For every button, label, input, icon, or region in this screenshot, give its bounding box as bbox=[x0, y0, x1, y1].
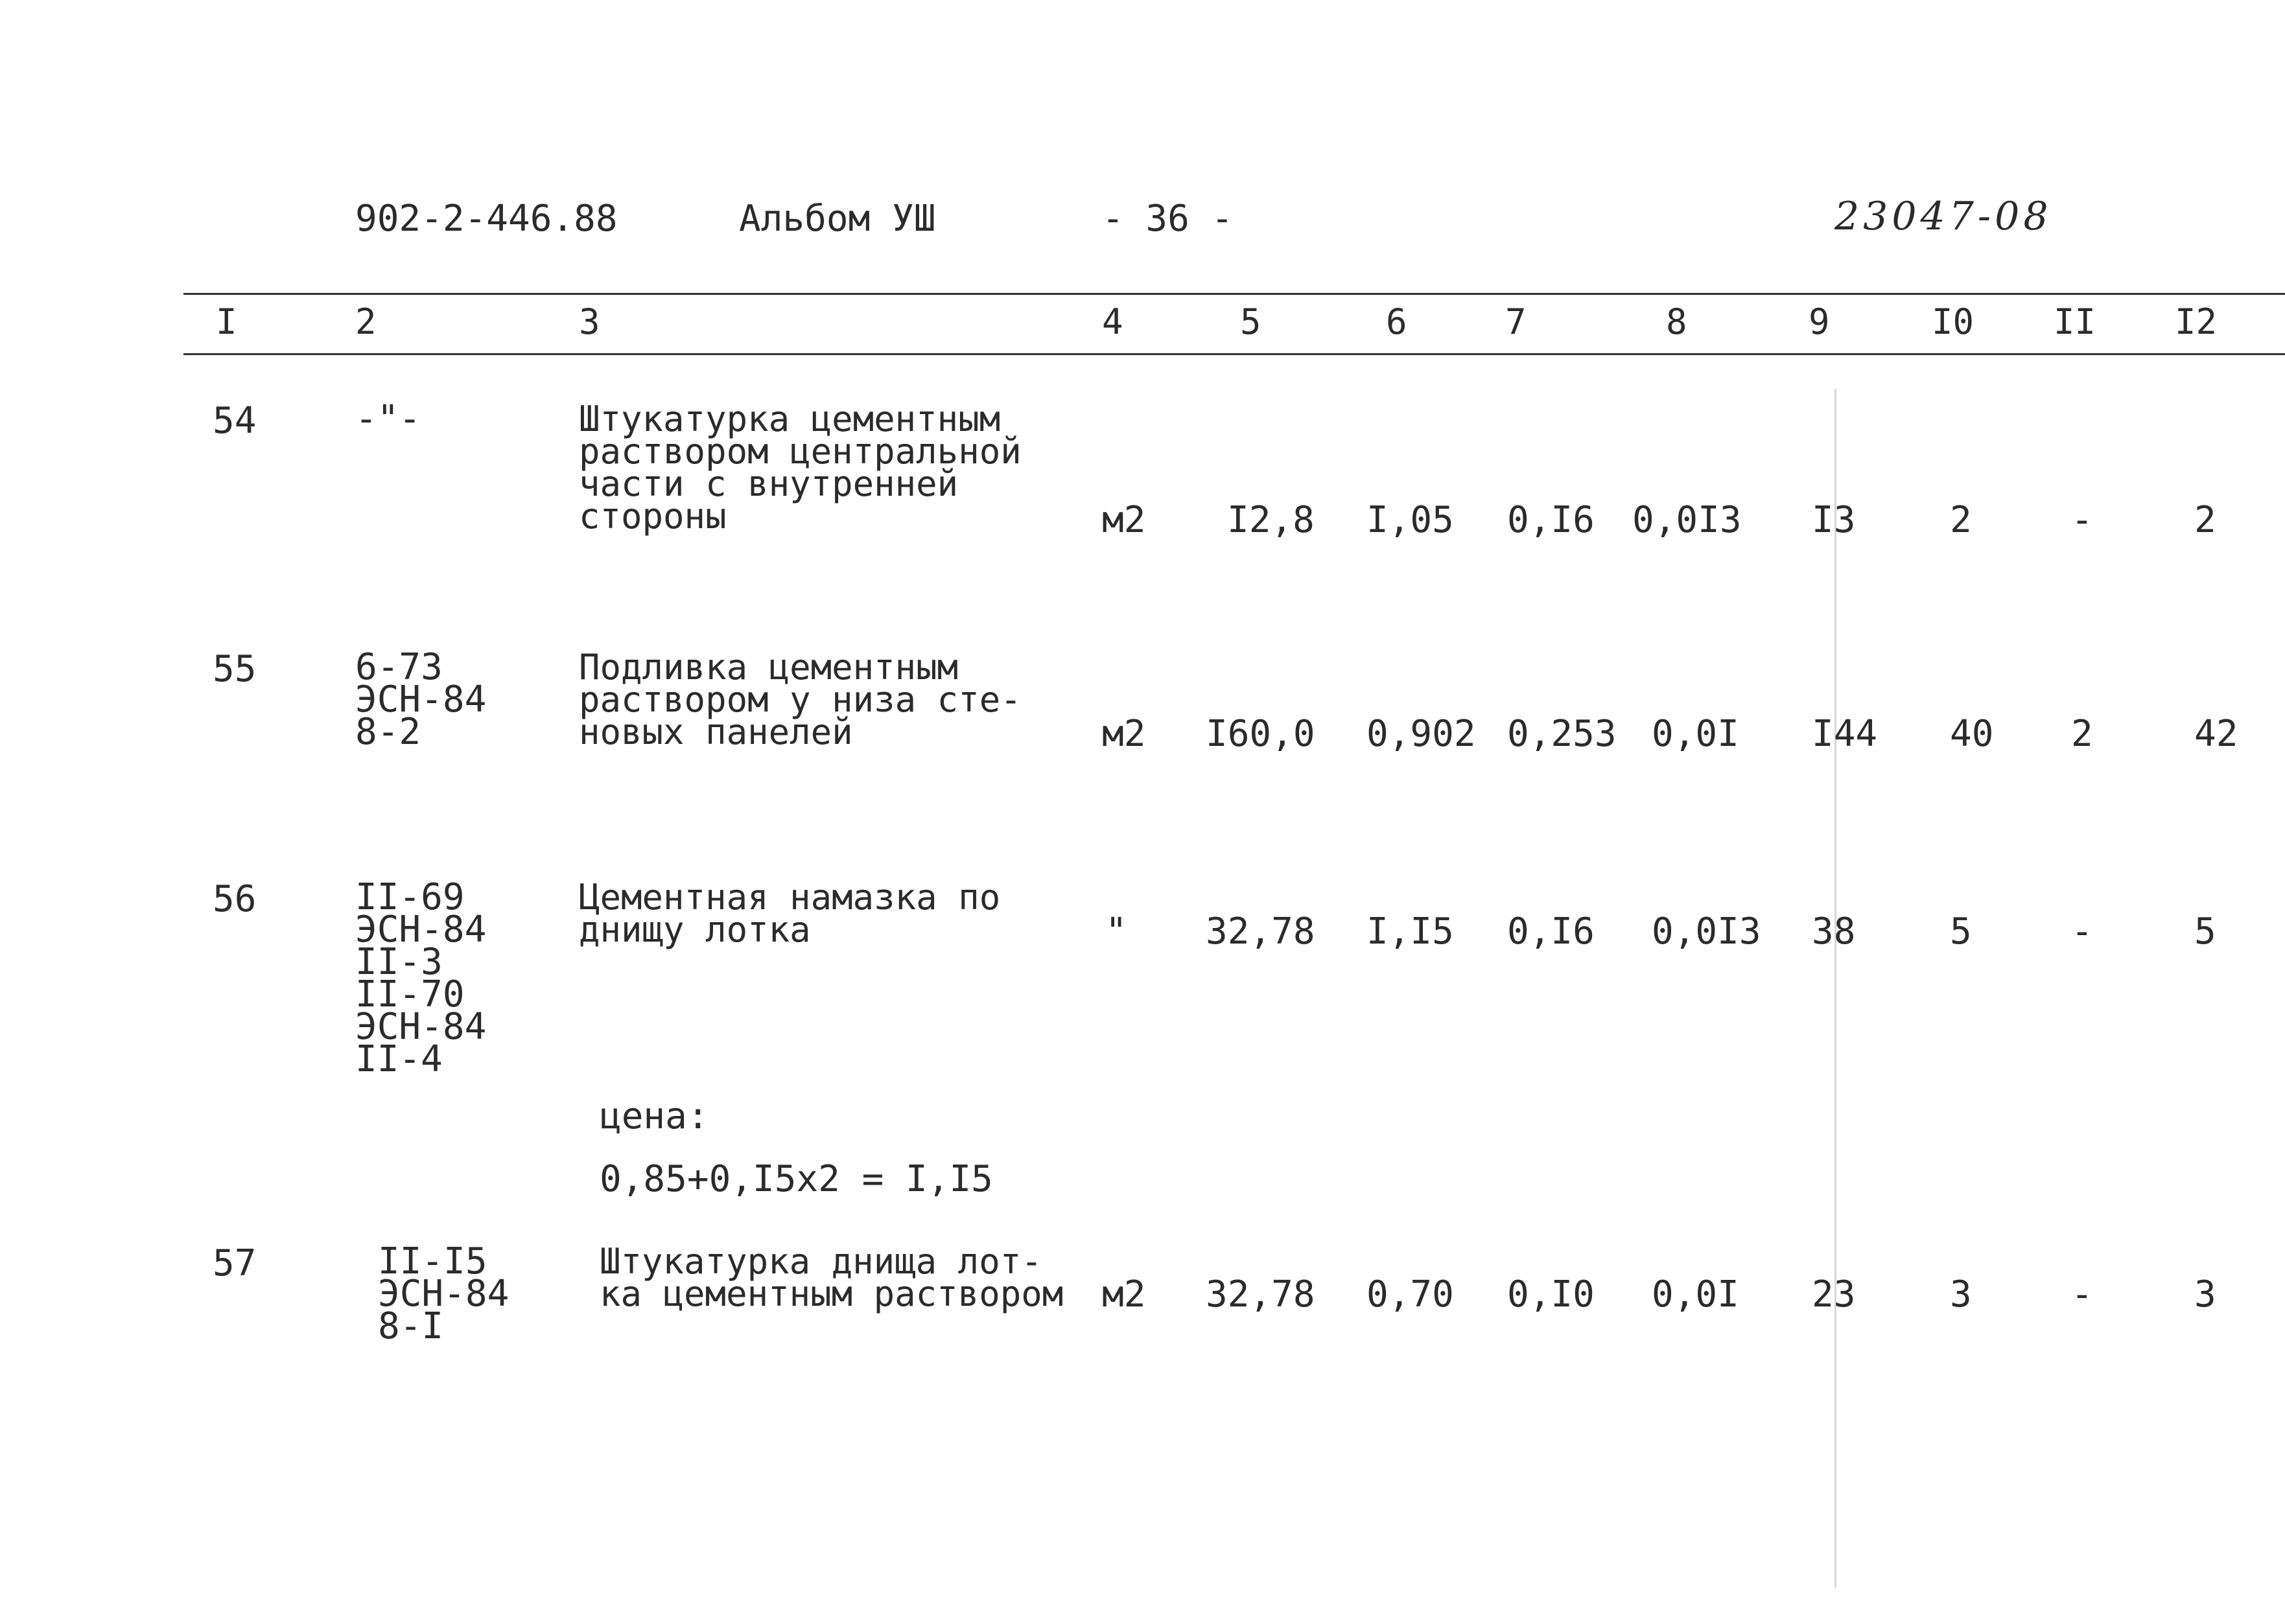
column-header: 5 bbox=[1240, 301, 1261, 342]
quantity: I60,0 bbox=[1206, 713, 1315, 755]
row-number: 56 bbox=[213, 878, 257, 920]
work-description: Штукатурка днища лот- ка цементным раствором bbox=[600, 1241, 1064, 1314]
row-number: 55 bbox=[213, 648, 257, 690]
work-description: Подливка цементным раствором у низа сте- новых панелей bbox=[579, 647, 1022, 752]
unit: м2 bbox=[1102, 499, 1146, 541]
column-header: I0 bbox=[1932, 301, 1974, 342]
column-header: 4 bbox=[1102, 301, 1123, 342]
norm-code: -"- bbox=[355, 398, 421, 440]
unit: м2 bbox=[1102, 713, 1146, 755]
header-bottom-rule bbox=[183, 353, 2285, 355]
value-col8: 0,0I3 bbox=[1652, 911, 1761, 953]
row-number: 54 bbox=[213, 400, 257, 442]
column-header: 8 bbox=[1666, 301, 1687, 342]
price-note-label: цена: bbox=[600, 1095, 709, 1137]
value-col8: 0,0I3 bbox=[1632, 499, 1742, 541]
value-col9: 38 bbox=[1812, 911, 1856, 953]
column-header: I2 bbox=[2175, 301, 2218, 342]
value-col8: 0,0I bbox=[1652, 1273, 1739, 1316]
value-col6: 0,70 bbox=[1366, 1273, 1454, 1316]
row-number: 57 bbox=[213, 1242, 257, 1284]
work-description: Штукатурка цементным раствором центральной части с внутренней стороны bbox=[579, 399, 1022, 537]
column-header: II bbox=[2054, 301, 2096, 342]
value-col7: 0,253 bbox=[1507, 713, 1617, 755]
document-code: 902-2-446.88 bbox=[355, 198, 618, 240]
value-col11: - bbox=[2071, 1273, 2093, 1316]
unit: " bbox=[1105, 911, 1127, 953]
value-col10: 3 bbox=[1950, 1273, 1972, 1316]
value-col9: I44 bbox=[1812, 713, 1878, 755]
column-header: I bbox=[216, 301, 237, 342]
column-header: 7 bbox=[1505, 301, 1527, 342]
column-header: 6 bbox=[1386, 301, 1407, 342]
column-guide bbox=[1834, 389, 1836, 1588]
value-col8: 0,0I bbox=[1652, 713, 1739, 755]
norm-code: II-I5 ЭСН-84 8-I bbox=[378, 1240, 510, 1347]
value-col7: 0,I0 bbox=[1507, 1273, 1595, 1316]
column-header: 2 bbox=[355, 301, 377, 342]
value-col12: 42 bbox=[2194, 713, 2238, 755]
page-number: - 36 - bbox=[1102, 198, 1234, 240]
value-col12: 5 bbox=[2194, 911, 2216, 953]
value-col11: - bbox=[2071, 499, 2093, 541]
unit: м2 bbox=[1102, 1273, 1146, 1316]
value-col11: 2 bbox=[2071, 713, 2093, 755]
value-col6: I,I5 bbox=[1366, 911, 1454, 953]
value-col12: 3 bbox=[2194, 1273, 2216, 1316]
value-col9: 23 bbox=[1812, 1273, 1856, 1316]
album-label: Альбом УШ bbox=[739, 198, 936, 240]
header-top-rule bbox=[183, 293, 2285, 295]
value-col12: 2 bbox=[2194, 499, 2216, 541]
value-col9: I3 bbox=[1812, 499, 1856, 541]
column-header: 9 bbox=[1809, 301, 1830, 342]
norm-code: 6-73 ЭСН-84 8-2 bbox=[355, 646, 487, 753]
archive-number: 23047-08 bbox=[1834, 194, 2052, 239]
work-description: Цементная намазка по днищу лотка bbox=[579, 877, 1001, 950]
value-col10: 5 bbox=[1950, 911, 1972, 953]
value-col10: 40 bbox=[1950, 713, 1994, 755]
value-col6: I,05 bbox=[1366, 499, 1454, 541]
value-col7: 0,I6 bbox=[1507, 499, 1595, 541]
quantity: I2,8 bbox=[1227, 499, 1315, 541]
norm-code: II-69 ЭСН-84 II-3 II-70 ЭСН-84 II-4 bbox=[355, 876, 487, 1080]
column-header: 3 bbox=[579, 301, 600, 342]
quantity: 32,78 bbox=[1206, 911, 1315, 953]
value-col6: 0,902 bbox=[1366, 713, 1476, 755]
quantity: 32,78 bbox=[1206, 1273, 1315, 1316]
value-col11: - bbox=[2071, 911, 2093, 953]
value-col7: 0,I6 bbox=[1507, 911, 1595, 953]
price-note-formula: 0,85+0,I5x2 = I,I5 bbox=[600, 1158, 993, 1200]
value-col10: 2 bbox=[1950, 499, 1972, 541]
